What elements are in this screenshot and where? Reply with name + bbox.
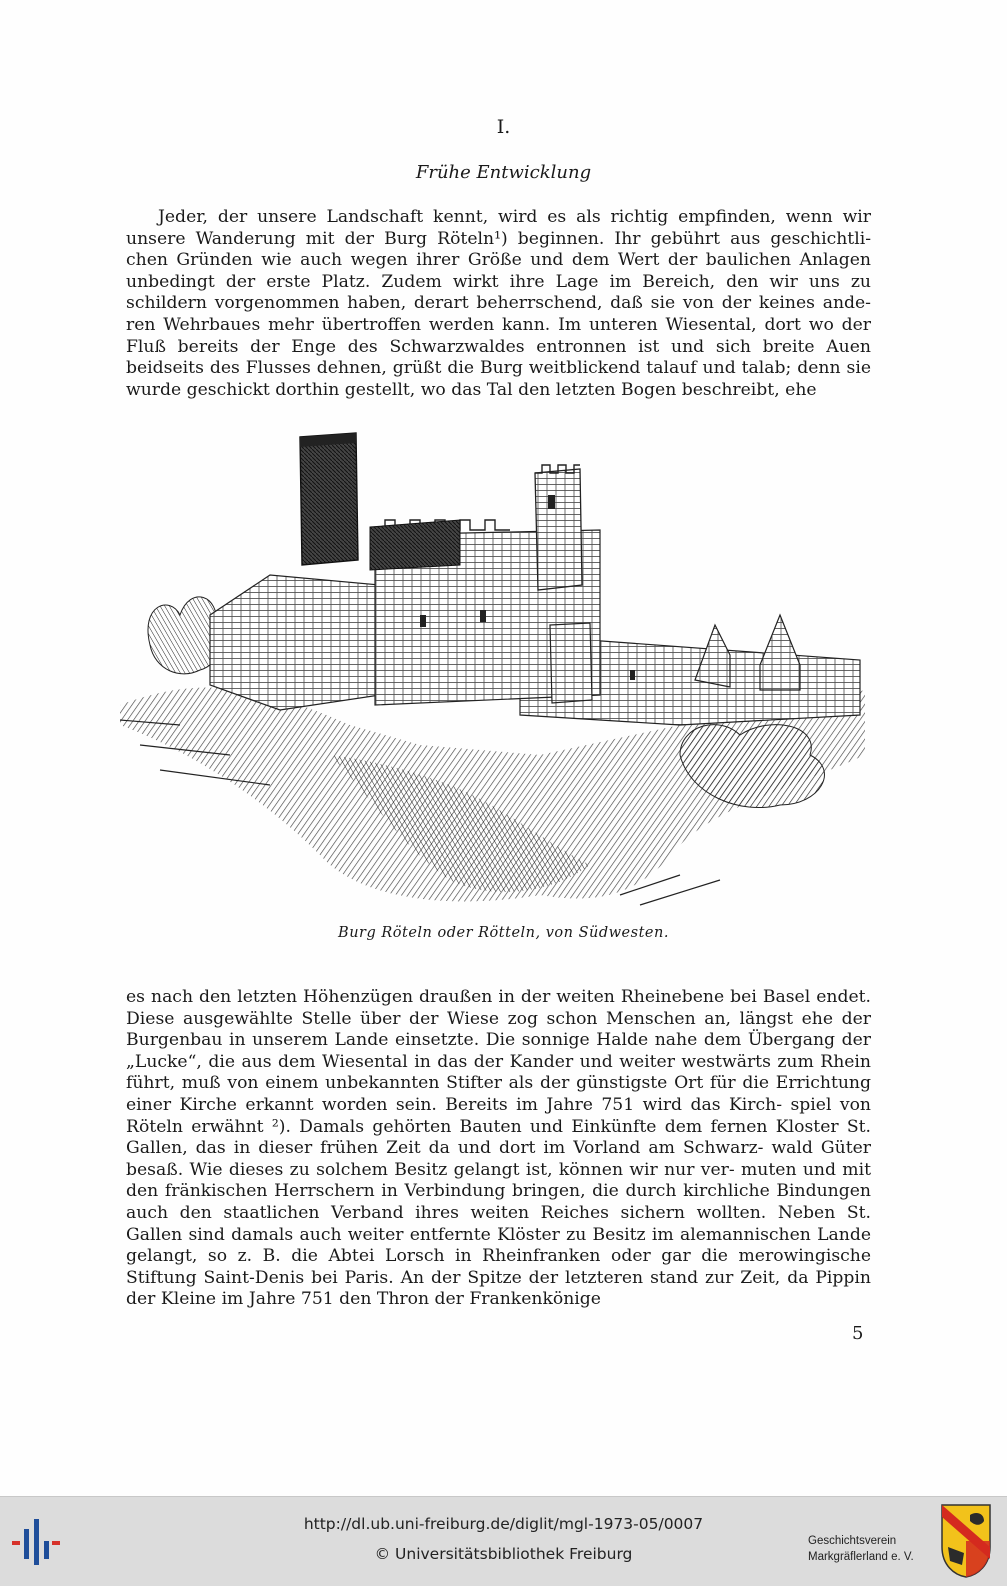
text-line: beidseits des Flusses dehnen, grüßt die Burg weitblickend talauf und talab; denn (126, 358, 841, 379)
society-name-line: Geschichtsverein (808, 1535, 897, 1547)
text-line: wald Güter besaß. Wie dieses zu solchem Besitz gelangt ist, können wir nur ver- (126, 1138, 872, 1180)
text-line: sie wurde geschickt dorthin gestellt, wo das Tal den letzten Bogen beschreibt, ehe (126, 358, 871, 400)
text-line: chen Gründen wie auch wegen ihrer Größe und dem Wert der baulichen Anlagen (126, 250, 871, 271)
paragraph-main (126, 987, 871, 1311)
copyright-notice: © Universitätsbibliothek Freiburg (374, 1545, 633, 1563)
text-line: Rhein führt, muß von einem unbekannten Stifter als der günstigste Ort für die (126, 1051, 871, 1094)
text-line: Errichtung einer Kirche erkannt worden sein. Bereits im Jahre 751 wird das Kirch- (126, 1073, 872, 1115)
text-line: muten und mit den fränkischen Herrschern in Verbindung bringen, die durch (126, 1159, 871, 1202)
text-line: unbedingt der erste Platz. Zudem wirkt ihre Lage im Bereich, den wir uns zu (126, 271, 871, 292)
chapter-number: I. (496, 116, 511, 138)
text-line: im alemannischen Lande gelangt, so z. B. die Abtei Lorsch in Rheinfranken oder (126, 1224, 871, 1267)
text-line: spiel von Röteln erwähnt ²). Damals gehörten Bauten und Einkünfte dem fernen (126, 1094, 871, 1137)
footer-bar (0, 1496, 1007, 1586)
text-line: Jeder, der unsere Landschaft kennt, wird es als richtig empfinden, wenn wir (158, 207, 871, 227)
coat-of-arms-icon (940, 1503, 992, 1579)
castle-illustration (120, 425, 880, 910)
text-line: kirchliche Bindungen auch den staatlichen Verband ihres weiten Reiches sichern (126, 1181, 871, 1223)
text-line: der „Lucke“, die aus dem Wiesental in das der Kander und weiter westwärts zum (126, 1030, 871, 1072)
figure-caption: Burg Röteln oder Rötteln, von Südwesten. (338, 925, 669, 941)
text-line: Burgenbau in unserem Lande einsetzte. Die sonnige Halde nahe dem Übergang (126, 1030, 836, 1051)
paragraph-intro (126, 207, 871, 401)
society-name (808, 1533, 928, 1565)
text-line: stand zur Zeit, da Pippin der Kleine im Jahre 751 den Thron der Frankenkönige (126, 1267, 871, 1310)
text-line: schildern vorgenommen haben, derart beherrschend, daß sie von der keines ande- (126, 293, 871, 314)
chapter-title: Frühe Entwicklung (415, 162, 592, 183)
text-line: gar die merowingische Stiftung Saint-Denis bei Paris. An der Spitze der letzteren (126, 1246, 872, 1288)
text-line: Diese ausgewählte Stelle über der Wiese zog schon Menschen an, längst ehe der (126, 1008, 871, 1029)
society-name-line: Markgräflerland e. V. (808, 1551, 914, 1563)
text-line: unsere Wanderung mit der Burg Röteln¹) beginnen. Ihr gebührt aus geschichtli- (126, 228, 871, 249)
page-number: 5 (852, 1323, 864, 1344)
text-line: Kloster St. Gallen, das in dieser frühen Zeit da und dort im Vorland am Schwarz- (126, 1116, 871, 1159)
document-url-link[interactable]: http://dl.ub.uni-freiburg.de/diglit/mgl-1973-05/0007 (303, 1515, 704, 1533)
text-line: es nach den letzten Höhenzügen draußen in der weiten Rheinebene bei Basel endet. (126, 987, 871, 1007)
text-line: ren Wehrbaues mehr übertroffen werden kann. Im unteren Wiesental, dort wo (126, 314, 834, 335)
text-line: wollten. Neben St. Gallen sind damals auch weiter entfernte Klöster zu Besitz (126, 1202, 871, 1245)
text-line: der Fluß bereits der Enge des Schwarzwaldes entronnen ist und sich breite Auen (126, 314, 871, 357)
